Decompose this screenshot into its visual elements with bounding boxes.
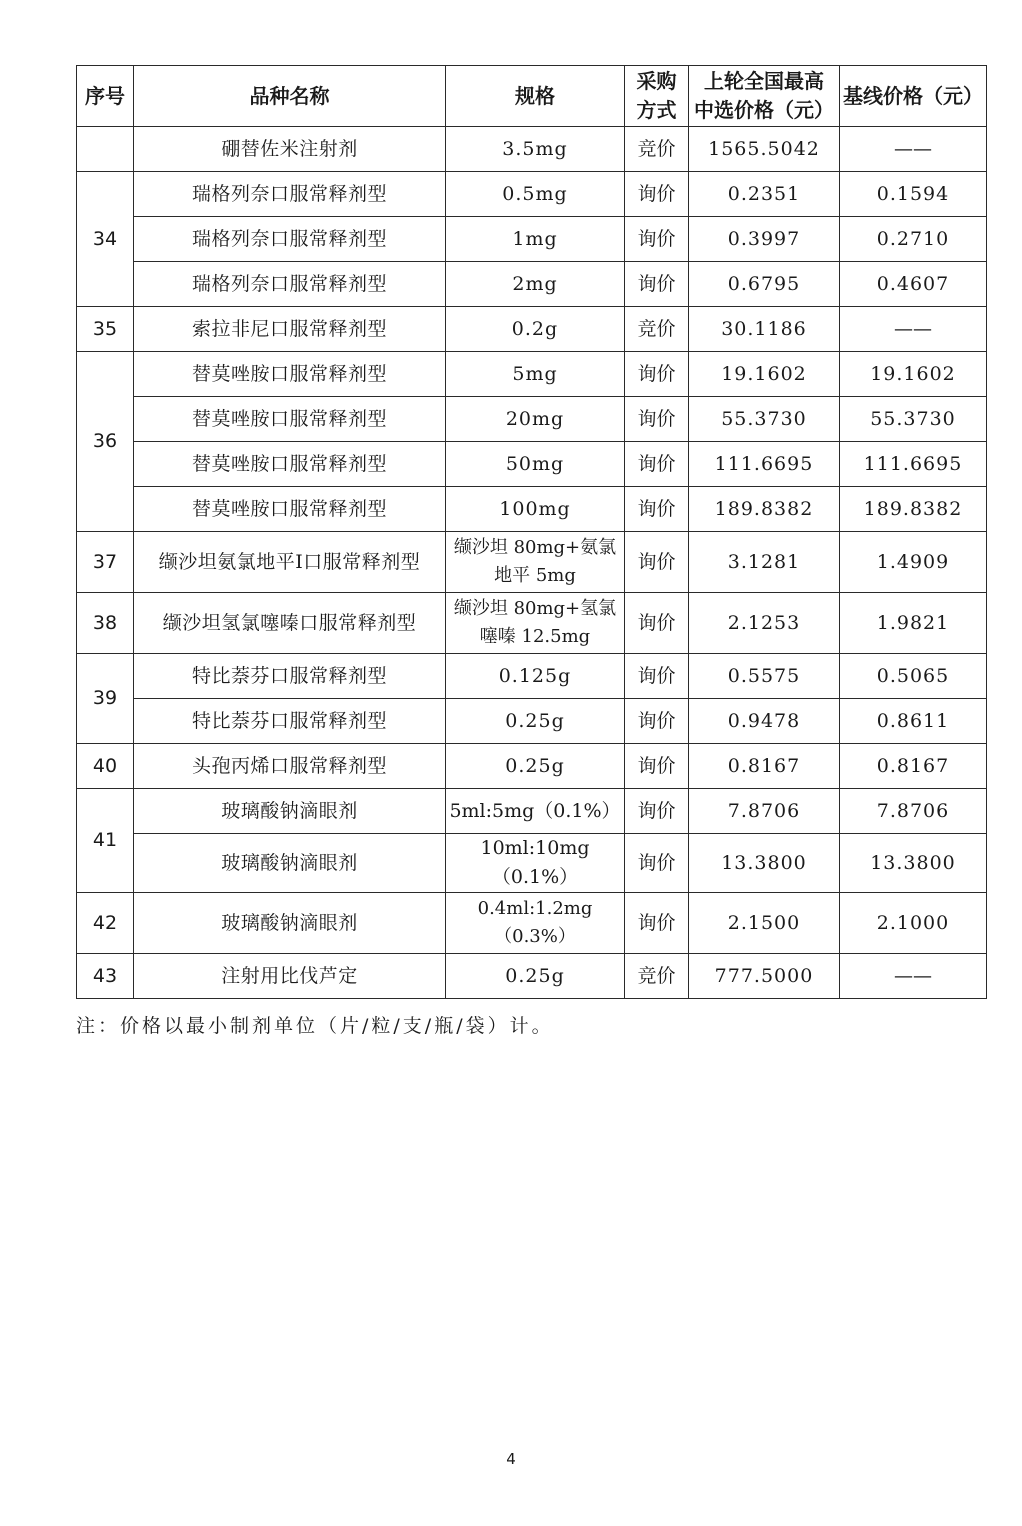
row-seq: 37 bbox=[77, 532, 134, 593]
table-row bbox=[77, 352, 987, 397]
table-row bbox=[77, 397, 987, 442]
row-max-price: 2.1253 bbox=[689, 593, 840, 654]
table-row bbox=[77, 532, 987, 593]
row-spec: 0.25g bbox=[446, 744, 625, 789]
row-spec-line2: （0.3%） bbox=[494, 926, 576, 947]
row-baseline: 19.1602 bbox=[840, 352, 987, 397]
row-max-price: 0.6795 bbox=[689, 262, 840, 307]
header-seq: 序号 bbox=[77, 66, 134, 127]
row-method: 询价 bbox=[625, 352, 689, 397]
row-method: 询价 bbox=[625, 654, 689, 699]
row-spec: 0.5mg bbox=[446, 172, 625, 217]
table-header bbox=[77, 66, 987, 127]
row-max-price: 0.3997 bbox=[689, 217, 840, 262]
row-max-price: 0.2351 bbox=[689, 172, 840, 217]
row-name: 瑞格列奈口服常释剂型 bbox=[134, 172, 446, 217]
row-spec: 3.5mg bbox=[446, 127, 625, 172]
row-baseline: 55.3730 bbox=[840, 397, 987, 442]
row-spec: 100mg bbox=[446, 487, 625, 532]
row-spec: 20mg bbox=[446, 397, 625, 442]
header-max-price bbox=[689, 66, 840, 127]
row-method: 询价 bbox=[625, 532, 689, 593]
table-row bbox=[77, 593, 987, 654]
row-baseline: 0.5065 bbox=[840, 654, 987, 699]
row-max-price: 0.8167 bbox=[689, 744, 840, 789]
row-method: 竞价 bbox=[625, 127, 689, 172]
row-spec-line2: 噻嗪 12.5mg bbox=[479, 626, 591, 647]
row-baseline: —— bbox=[840, 954, 987, 999]
row-seq: 39 bbox=[77, 654, 134, 744]
row-seq: 34 bbox=[77, 172, 134, 307]
row-baseline: 0.8167 bbox=[840, 744, 987, 789]
row-seq: 42 bbox=[77, 893, 134, 954]
row-name: 缬沙坦氨氯地平Ⅰ口服常释剂型 bbox=[134, 532, 446, 593]
row-method: 询价 bbox=[625, 172, 689, 217]
table-row bbox=[77, 307, 987, 352]
table-footnote: 注：价格以最小制剂单位（片/粒/支/瓶/袋）计。 bbox=[76, 1015, 554, 1037]
row-max-price: 0.9478 bbox=[689, 699, 840, 744]
row-spec: 0.25g bbox=[446, 954, 625, 999]
row-baseline: 189.8382 bbox=[840, 487, 987, 532]
header-method bbox=[625, 66, 689, 127]
row-name: 硼替佐米注射剂 bbox=[134, 127, 446, 172]
row-seq: 35 bbox=[77, 307, 134, 352]
row-spec bbox=[446, 532, 625, 593]
header-method-line1: 采购 bbox=[636, 69, 677, 93]
table-row bbox=[77, 172, 987, 217]
table-row bbox=[77, 262, 987, 307]
row-name: 特比萘芬口服常释剂型 bbox=[134, 654, 446, 699]
row-baseline: —— bbox=[840, 307, 987, 352]
row-method: 询价 bbox=[625, 893, 689, 954]
row-name: 注射用比伐芦定 bbox=[134, 954, 446, 999]
row-seq: 43 bbox=[77, 954, 134, 999]
row-max-price: 1565.5042 bbox=[689, 127, 840, 172]
row-baseline: 2.1000 bbox=[840, 893, 987, 954]
table-row bbox=[77, 217, 987, 262]
row-method: 询价 bbox=[625, 442, 689, 487]
table-row bbox=[77, 654, 987, 699]
header-row bbox=[77, 66, 987, 127]
row-method: 询价 bbox=[625, 789, 689, 834]
table-body bbox=[77, 127, 987, 999]
row-max-price: 30.1186 bbox=[689, 307, 840, 352]
row-method: 竞价 bbox=[625, 954, 689, 999]
table-row bbox=[77, 127, 987, 172]
row-baseline: 1.9821 bbox=[840, 593, 987, 654]
row-max-price: 7.8706 bbox=[689, 789, 840, 834]
row-max-price: 19.1602 bbox=[689, 352, 840, 397]
row-name: 玻璃酸钠滴眼剂 bbox=[134, 789, 446, 834]
row-spec: 10ml:10mg（0.1%） bbox=[446, 834, 625, 893]
row-spec: 1mg bbox=[446, 217, 625, 262]
row-method: 询价 bbox=[625, 487, 689, 532]
header-method-line2: 方式 bbox=[636, 98, 677, 122]
header-name: 品种名称 bbox=[134, 66, 446, 127]
table-row bbox=[77, 789, 987, 834]
row-method: 询价 bbox=[625, 834, 689, 893]
row-spec: 0.2g bbox=[446, 307, 625, 352]
row-spec bbox=[446, 893, 625, 954]
row-baseline: 0.4607 bbox=[840, 262, 987, 307]
row-baseline: 0.1594 bbox=[840, 172, 987, 217]
row-method: 询价 bbox=[625, 262, 689, 307]
row-spec: 2mg bbox=[446, 262, 625, 307]
row-max-price: 3.1281 bbox=[689, 532, 840, 593]
row-name: 瑞格列奈口服常释剂型 bbox=[134, 217, 446, 262]
row-max-price: 777.5000 bbox=[689, 954, 840, 999]
table-row bbox=[77, 487, 987, 532]
row-name: 缬沙坦氢氯噻嗪口服常释剂型 bbox=[134, 593, 446, 654]
row-name: 头孢丙烯口服常释剂型 bbox=[134, 744, 446, 789]
row-spec: 0.125g bbox=[446, 654, 625, 699]
row-spec-line1: 0.4ml:1.2mg bbox=[477, 898, 593, 919]
row-name: 替莫唑胺口服常释剂型 bbox=[134, 397, 446, 442]
table-row bbox=[77, 834, 987, 893]
row-seq: 41 bbox=[77, 789, 134, 893]
row-spec: 0.25g bbox=[446, 699, 625, 744]
row-seq: 36 bbox=[77, 352, 134, 532]
table-row bbox=[77, 744, 987, 789]
row-method: 询价 bbox=[625, 217, 689, 262]
row-spec: 5ml:5mg（0.1%） bbox=[446, 789, 625, 834]
row-method: 询价 bbox=[625, 397, 689, 442]
header-baseline: 基线价格（元） bbox=[840, 66, 987, 127]
header-max-price-line2: 中选价格（元） bbox=[694, 98, 834, 122]
row-name: 玻璃酸钠滴眼剂 bbox=[134, 834, 446, 893]
row-spec-line1: 缬沙坦 80mg+氢氯 bbox=[453, 598, 617, 619]
row-spec: 5mg bbox=[446, 352, 625, 397]
header-spec: 规格 bbox=[446, 66, 625, 127]
row-baseline: —— bbox=[840, 127, 987, 172]
table-row bbox=[77, 954, 987, 999]
row-seq: 40 bbox=[77, 744, 134, 789]
row-max-price: 189.8382 bbox=[689, 487, 840, 532]
row-name: 特比萘芬口服常释剂型 bbox=[134, 699, 446, 744]
row-seq bbox=[77, 127, 134, 172]
table-row bbox=[77, 893, 987, 954]
price-table bbox=[76, 65, 987, 999]
row-name: 替莫唑胺口服常释剂型 bbox=[134, 442, 446, 487]
row-method: 询价 bbox=[625, 593, 689, 654]
row-name: 瑞格列奈口服常释剂型 bbox=[134, 262, 446, 307]
row-name: 索拉非尼口服常释剂型 bbox=[134, 307, 446, 352]
row-name: 替莫唑胺口服常释剂型 bbox=[134, 487, 446, 532]
row-name: 替莫唑胺口服常释剂型 bbox=[134, 352, 446, 397]
row-max-price: 111.6695 bbox=[689, 442, 840, 487]
row-name: 玻璃酸钠滴眼剂 bbox=[134, 893, 446, 954]
row-baseline: 0.8611 bbox=[840, 699, 987, 744]
row-baseline: 7.8706 bbox=[840, 789, 987, 834]
row-spec: 50mg bbox=[446, 442, 625, 487]
row-baseline: 111.6695 bbox=[840, 442, 987, 487]
row-spec-line2: 地平 5mg bbox=[494, 565, 576, 586]
row-max-price: 2.1500 bbox=[689, 893, 840, 954]
row-seq: 38 bbox=[77, 593, 134, 654]
table-row bbox=[77, 442, 987, 487]
page-number: 4 bbox=[506, 1450, 516, 1468]
row-max-price: 55.3730 bbox=[689, 397, 840, 442]
row-baseline: 0.2710 bbox=[840, 217, 987, 262]
row-max-price: 0.5575 bbox=[689, 654, 840, 699]
row-max-price: 13.3800 bbox=[689, 834, 840, 893]
row-baseline: 13.3800 bbox=[840, 834, 987, 893]
row-method: 询价 bbox=[625, 744, 689, 789]
row-spec-line1: 缬沙坦 80mg+氨氯 bbox=[453, 537, 617, 558]
row-method: 询价 bbox=[625, 699, 689, 744]
header-max-price-line1: 上轮全国最高 bbox=[704, 69, 824, 93]
row-spec bbox=[446, 593, 625, 654]
row-method: 竞价 bbox=[625, 307, 689, 352]
row-baseline: 1.4909 bbox=[840, 532, 987, 593]
table-row bbox=[77, 699, 987, 744]
